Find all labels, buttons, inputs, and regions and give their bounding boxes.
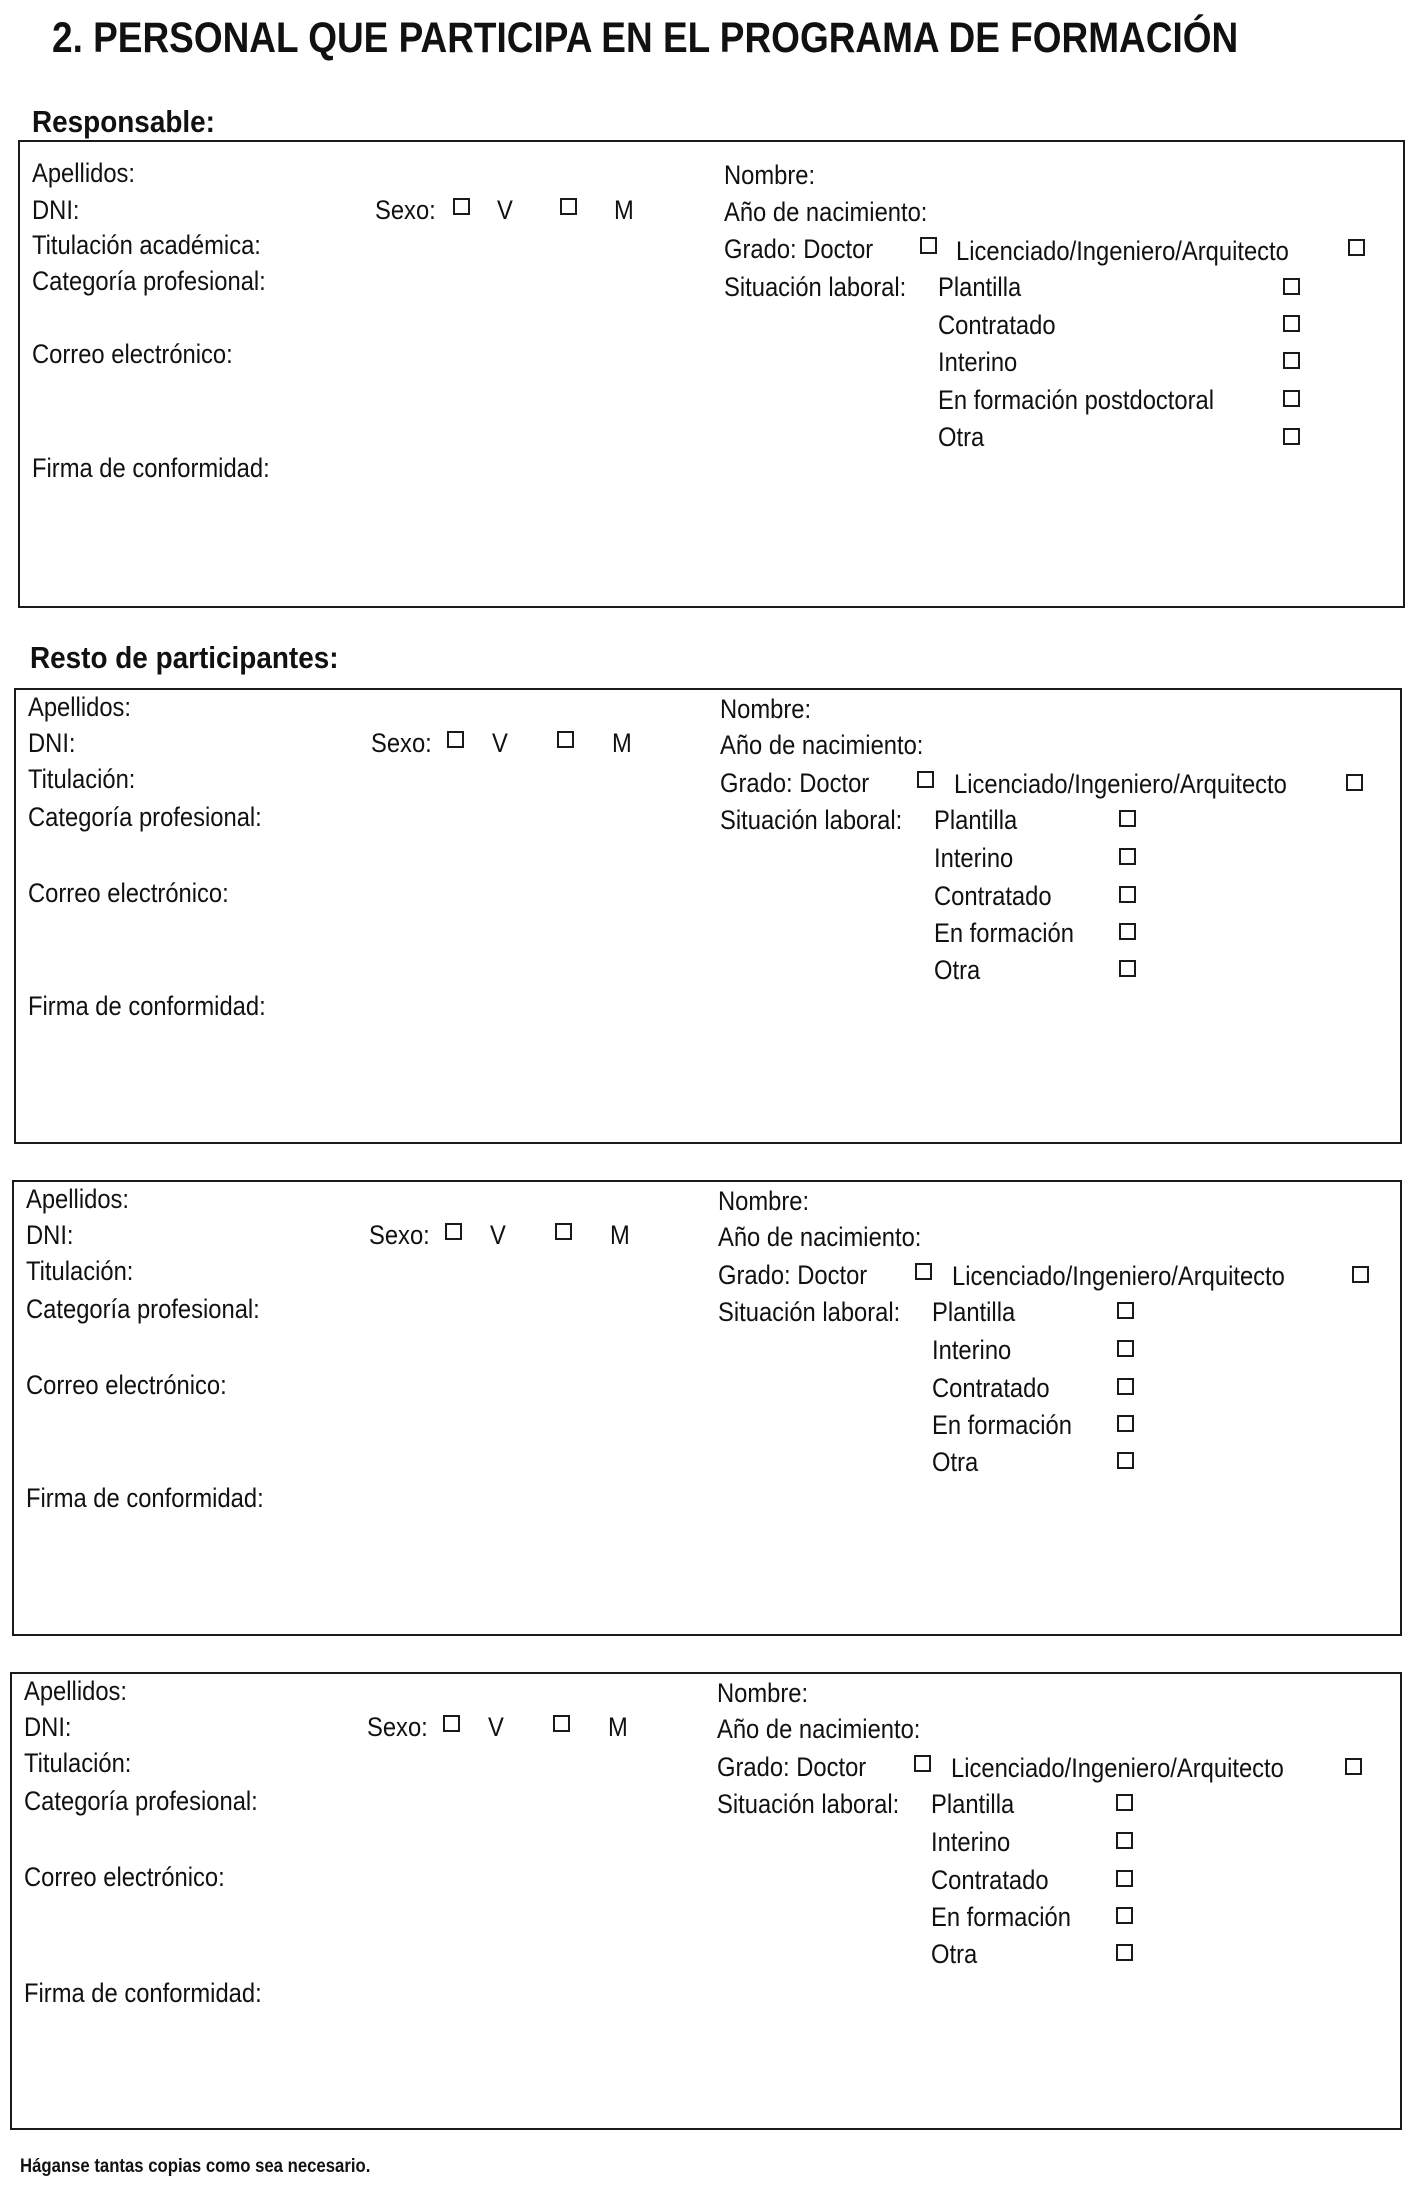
titulacion-label: Titulación académica: <box>32 230 261 260</box>
situacion-option: En formación <box>934 918 1074 948</box>
section-title: 2. PERSONAL QUE PARTICIPA EN EL PROGRAMA DE FORMACIÓN <box>52 14 1239 62</box>
categoria-label: Categoría profesional: <box>26 1294 260 1324</box>
situacion-option: Contratado <box>932 1373 1050 1403</box>
sexo-v-checkbox[interactable] <box>453 198 470 215</box>
firma-label: Firma de conformidad: <box>28 991 266 1021</box>
titulacion-label: Titulación: <box>28 764 136 794</box>
apellidos-label: Apellidos: <box>28 692 132 722</box>
categoria-label: Categoría profesional: <box>24 1786 258 1816</box>
grado-doctor-checkbox[interactable] <box>920 237 937 254</box>
apellidos-label: Apellidos: <box>24 1676 128 1706</box>
situacion-checkbox[interactable] <box>1116 1944 1133 1961</box>
situacion-checkbox[interactable] <box>1283 315 1300 332</box>
resto-heading: Resto de participantes: <box>30 640 339 675</box>
correo-label: Correo electrónico: <box>32 339 233 369</box>
firma-label: Firma de conformidad: <box>26 1483 264 1513</box>
situacion-checkbox[interactable] <box>1117 1452 1134 1469</box>
firma-label: Firma de conformidad: <box>24 1978 262 2008</box>
sexo-v-label: V <box>490 1220 506 1250</box>
situacion-checkbox[interactable] <box>1116 1870 1133 1887</box>
correo-label: Correo electrónico: <box>24 1862 225 1892</box>
situacion-option: Otra <box>934 955 981 985</box>
dni-label: DNI: <box>24 1712 72 1742</box>
correo-label: Correo electrónico: <box>26 1370 227 1400</box>
situacion-checkbox[interactable] <box>1117 1340 1134 1357</box>
sexo-v-checkbox[interactable] <box>447 731 464 748</box>
grado-doctor-checkbox[interactable] <box>915 1263 932 1280</box>
situacion-checkbox[interactable] <box>1283 278 1300 295</box>
situacion-label: Situación laboral: <box>717 1789 900 1819</box>
licenciado-label: Licenciado/Ingeniero/Arquitecto <box>956 236 1289 266</box>
situacion-checkbox[interactable] <box>1117 1378 1134 1395</box>
participante-box <box>10 1672 1402 2130</box>
grado-licenciado-checkbox[interactable] <box>1345 1758 1362 1775</box>
categoria-label: Categoría profesional: <box>28 802 262 832</box>
titulacion-label: Titulación: <box>24 1748 132 1778</box>
grado-licenciado-checkbox[interactable] <box>1348 239 1365 256</box>
grado-licenciado-checkbox[interactable] <box>1346 774 1363 791</box>
sexo-v-label: V <box>497 195 513 225</box>
situacion-option: Interino <box>934 843 1014 873</box>
sexo-m-label: M <box>612 728 632 758</box>
sexo-v-checkbox[interactable] <box>445 1223 462 1240</box>
sexo-m-checkbox[interactable] <box>560 198 577 215</box>
situacion-option: En formación <box>931 1902 1071 1932</box>
situacion-label: Situación laboral: <box>724 272 907 302</box>
categoria-label: Categoría profesional: <box>32 266 266 296</box>
grado-doctor-checkbox[interactable] <box>917 771 934 788</box>
anio-label: Año de nacimiento: <box>724 197 928 227</box>
situacion-option: Contratado <box>934 881 1052 911</box>
responsable-heading: Responsable: <box>32 104 215 139</box>
nombre-label: Nombre: <box>717 1678 809 1708</box>
titulacion-label: Titulación: <box>26 1256 134 1286</box>
participante-box <box>14 688 1402 1144</box>
grado-label: Grado: Doctor <box>720 768 870 798</box>
dni-label: DNI: <box>28 728 76 758</box>
sexo-v-label: V <box>492 728 508 758</box>
situacion-option: Contratado <box>938 310 1056 340</box>
dni-label: DNI: <box>26 1220 74 1250</box>
situacion-option: Otra <box>931 1939 978 1969</box>
situacion-checkbox[interactable] <box>1119 848 1136 865</box>
sexo-m-label: M <box>610 1220 630 1250</box>
sexo-v-checkbox[interactable] <box>443 1715 460 1732</box>
grado-label: Grado: Doctor <box>724 234 874 264</box>
situacion-option: Interino <box>938 347 1018 377</box>
sexo-label: Sexo: <box>371 728 432 758</box>
grado-doctor-checkbox[interactable] <box>914 1755 931 1772</box>
situacion-checkbox[interactable] <box>1119 923 1136 940</box>
licenciado-label: Licenciado/Ingeniero/Arquitecto <box>954 769 1287 799</box>
sexo-label: Sexo: <box>375 195 436 225</box>
sexo-m-checkbox[interactable] <box>553 1715 570 1732</box>
sexo-label: Sexo: <box>367 1712 428 1742</box>
situacion-checkbox[interactable] <box>1117 1415 1134 1432</box>
situacion-option: Otra <box>938 422 985 452</box>
situacion-option: Contratado <box>931 1865 1049 1895</box>
anio-label: Año de nacimiento: <box>717 1714 921 1744</box>
situacion-checkbox[interactable] <box>1119 960 1136 977</box>
situacion-checkbox[interactable] <box>1283 428 1300 445</box>
situacion-checkbox[interactable] <box>1117 1302 1134 1319</box>
sexo-m-checkbox[interactable] <box>557 731 574 748</box>
sexo-v-label: V <box>488 1712 504 1742</box>
situacion-option: Interino <box>932 1335 1012 1365</box>
grado-licenciado-checkbox[interactable] <box>1352 1266 1369 1283</box>
apellidos-label: Apellidos: <box>26 1184 130 1214</box>
situacion-checkbox[interactable] <box>1116 1907 1133 1924</box>
situacion-option: Plantilla <box>932 1297 1016 1327</box>
firma-label: Firma de conformidad: <box>32 453 270 483</box>
nombre-label: Nombre: <box>718 1186 810 1216</box>
situacion-checkbox[interactable] <box>1116 1794 1133 1811</box>
licenciado-label: Licenciado/Ingeniero/Arquitecto <box>951 1753 1284 1783</box>
situacion-checkbox[interactable] <box>1119 810 1136 827</box>
licenciado-label: Licenciado/Ingeniero/Arquitecto <box>952 1261 1285 1291</box>
sexo-m-label: M <box>608 1712 628 1742</box>
situacion-option: Plantilla <box>931 1789 1015 1819</box>
responsable-box <box>18 140 1405 608</box>
sexo-m-checkbox[interactable] <box>555 1223 572 1240</box>
situacion-label: Situación laboral: <box>720 805 903 835</box>
anio-label: Año de nacimiento: <box>720 730 924 760</box>
participante-box <box>12 1180 1402 1636</box>
grado-label: Grado: Doctor <box>717 1752 867 1782</box>
situacion-checkbox[interactable] <box>1116 1832 1133 1849</box>
sexo-m-label: M <box>614 195 634 225</box>
situacion-option: Plantilla <box>938 272 1022 302</box>
situacion-checkbox[interactable] <box>1283 390 1300 407</box>
sexo-label: Sexo: <box>369 1220 430 1250</box>
situacion-option: Otra <box>932 1447 979 1477</box>
apellidos-label: Apellidos: <box>32 158 136 188</box>
situacion-option: En formación <box>932 1410 1072 1440</box>
grado-label: Grado: Doctor <box>718 1260 868 1290</box>
situacion-checkbox[interactable] <box>1119 886 1136 903</box>
nombre-label: Nombre: <box>720 694 812 724</box>
dni-label: DNI: <box>32 195 80 225</box>
situacion-checkbox[interactable] <box>1283 352 1300 369</box>
anio-label: Año de nacimiento: <box>718 1222 922 1252</box>
situacion-option: Interino <box>931 1827 1011 1857</box>
situacion-option: En formación postdoctoral <box>938 385 1215 415</box>
correo-label: Correo electrónico: <box>28 878 229 908</box>
situacion-option: Plantilla <box>934 805 1018 835</box>
footer-note: Háganse tantas copias como sea necesario. <box>20 2156 371 2177</box>
situacion-label: Situación laboral: <box>718 1297 901 1327</box>
nombre-label: Nombre: <box>724 160 816 190</box>
